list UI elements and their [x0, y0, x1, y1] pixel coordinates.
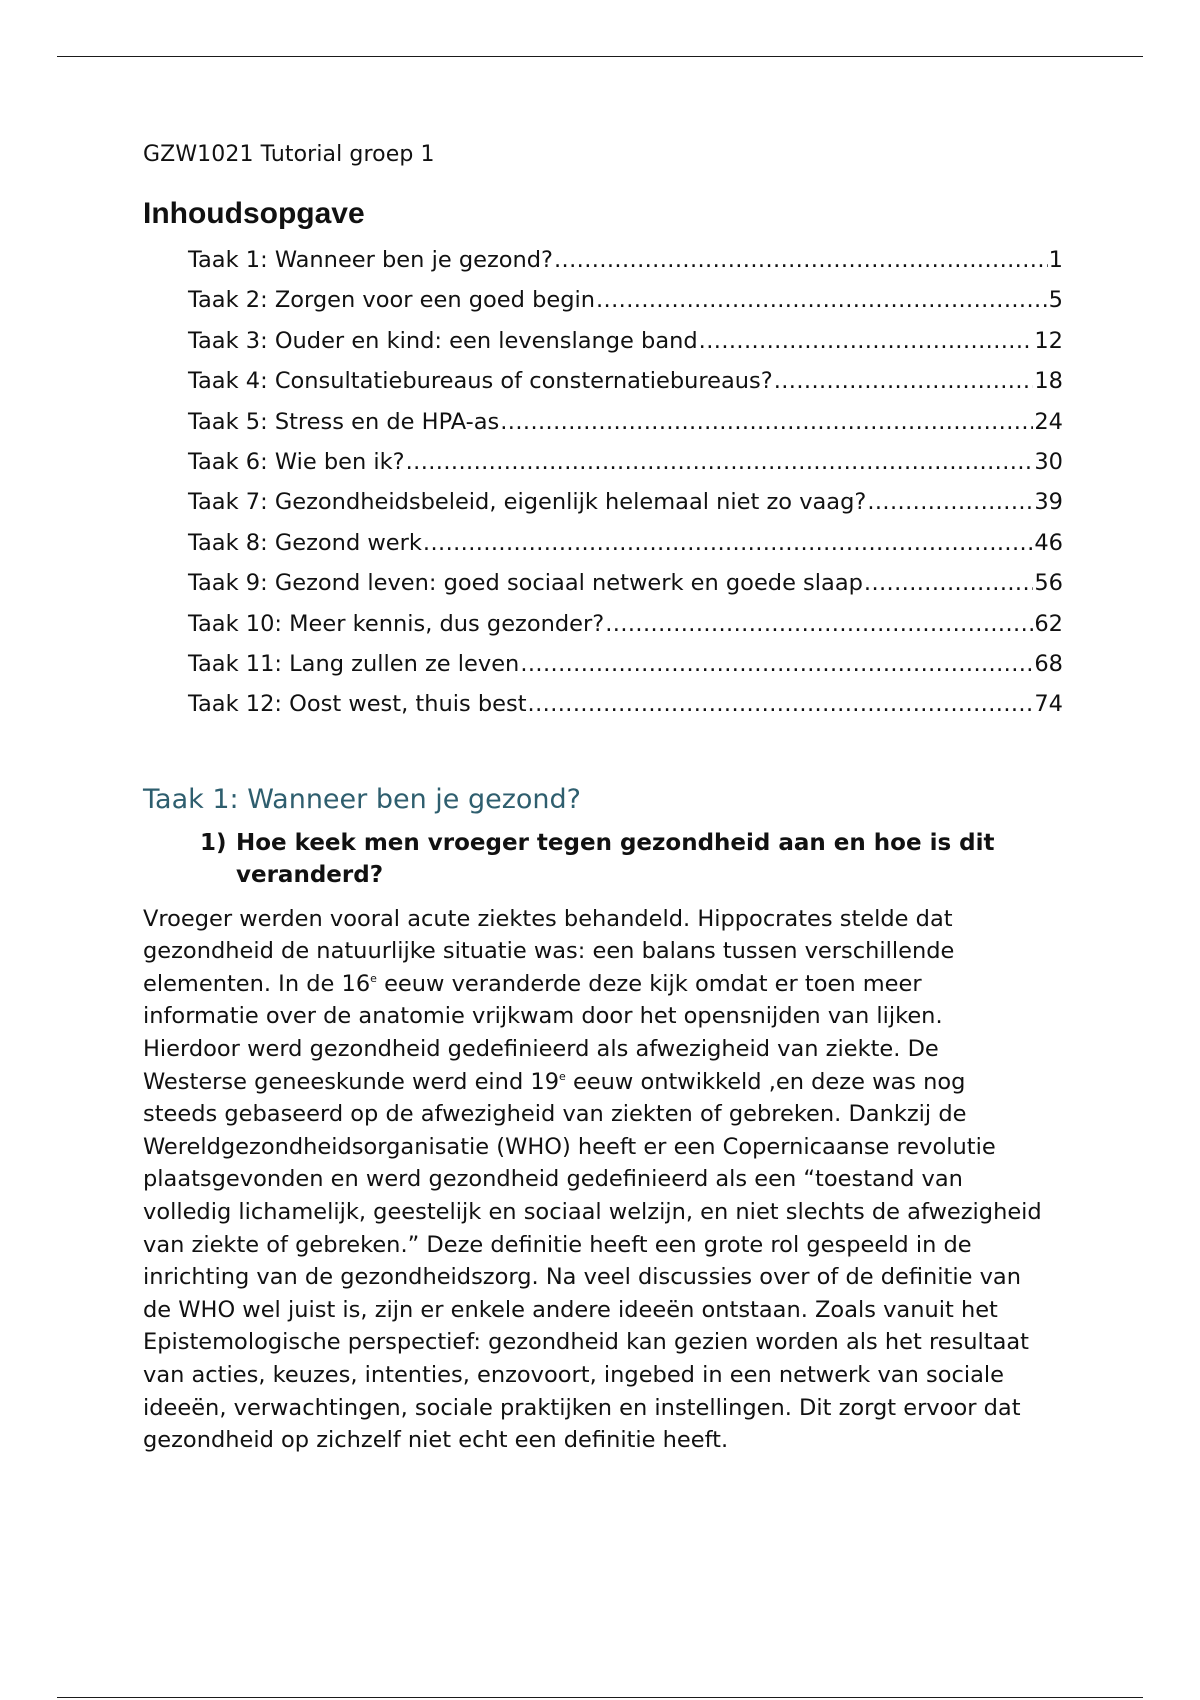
toc-entry-label[interactable]: Taak 2: Zorgen voor een goed begin — [188, 287, 595, 314]
toc-entry-page-number[interactable]: 68 — [1034, 650, 1063, 677]
toc-dot-leader — [423, 523, 1033, 563]
toc-entry[interactable] — [188, 321, 1063, 361]
toc-dot-leader — [605, 604, 1033, 644]
toc-entry-page-number[interactable]: 39 — [1034, 489, 1063, 516]
toc-entry-label[interactable]: Taak 6: Wie ben ik? — [188, 448, 405, 475]
toc-entry-page-number[interactable]: 56 — [1034, 570, 1063, 597]
toc-dot-leader — [596, 280, 1048, 320]
toc-entry-page-number[interactable]: 30 — [1034, 448, 1063, 475]
toc-entry[interactable] — [188, 563, 1063, 603]
table-of-contents — [188, 240, 1063, 725]
toc-entry-label[interactable]: Taak 1: Wanneer ben je gezond? — [188, 247, 553, 273]
top-border-line — [57, 56, 1143, 57]
toc-entry-label[interactable]: Taak 7: Gezondheidsbeleid, eigenlijk helemaal niet zo vaag? — [188, 489, 867, 516]
toc-entry-page-number[interactable]: 24 — [1034, 408, 1063, 435]
toc-entry[interactable] — [188, 442, 1063, 482]
document-header: GZW1021 Tutorial groep 1 — [143, 142, 435, 167]
toc-entry[interactable] — [188, 240, 1063, 280]
paragraph-text-1: Vroeger werden vooral acute ziektes behandeld. Hippocrates stelde dat gezondheid de natuurlijke situatie was: een balans tussen verschillende elementen. In de 16 — [143, 905, 955, 997]
toc-dot-leader — [774, 361, 1034, 401]
answer-paragraph — [143, 903, 1043, 1457]
toc-entry[interactable] — [188, 684, 1063, 724]
toc-entry[interactable] — [188, 604, 1063, 644]
toc-dot-leader — [520, 644, 1033, 684]
toc-entry-page-number[interactable]: 46 — [1034, 529, 1063, 556]
toc-entry-page-number[interactable]: 18 — [1034, 368, 1063, 395]
toc-entry[interactable] — [188, 482, 1063, 522]
section-heading[interactable]: Taak 1: Wanneer ben je gezond? — [143, 783, 581, 815]
toc-entry-page-number[interactable]: 74 — [1034, 691, 1063, 718]
toc-entry-label[interactable]: Taak 11: Lang zullen ze leven — [188, 650, 520, 677]
question-text: Hoe keek men vroeger tegen gezondheid aan en hoe is dit veranderd? — [236, 829, 995, 888]
toc-entry-label[interactable]: Taak 3: Ouder en kind: een levenslange band — [188, 327, 698, 354]
ordinal-superscript: e — [559, 1069, 566, 1083]
bottom-border-line — [57, 1697, 1143, 1698]
toc-entry-label[interactable]: Taak 5: Stress en de HPA-as — [188, 408, 500, 435]
toc-entry-label[interactable]: Taak 10: Meer kennis, dus gezonder? — [188, 610, 605, 637]
toc-dot-leader — [867, 482, 1033, 522]
toc-dot-leader — [500, 402, 1033, 442]
toc-entry-label[interactable]: Taak 12: Oost west, thuis best — [188, 691, 527, 718]
toc-dot-leader — [699, 321, 1034, 361]
toc-entry-page-number[interactable]: 1 — [1048, 247, 1063, 273]
toc-entry[interactable] — [188, 361, 1063, 401]
toc-dot-leader — [528, 684, 1034, 724]
toc-entry[interactable] — [188, 402, 1063, 442]
paragraph-text-3: eeuw ontwikkeld ,en deze was nog steeds gebaseerd op de afwezigheid van ziekten of gebreken. Dankzij de Wereldgezondheidsorganisatie (WHO) heeft er een Copernicaanse revolutie plaatsgevonden en werd gezondheid gedefinieerd als een “toestand van volledig lichamelijk, geestelijk en sociaal welzijn, en niet slechts de afwezigheid van ziekte of gebreken.” Deze definitie heeft een grote rol gespeeld in de inrichting van de gezondheidszorg. Na veel discussies over of de definitie van de WHO wel juist is, zijn er enkele andere ideeën ontstaan. Zoals vanuit het Epistemologische perspectief: gezondheid kan gezien worden als het resultaat van acties, keuzes, intenties, enzovoort, ingebed in een netwerk van sociale ideeën, verwachtingen, sociale praktijken en instellingen. Dit zorgt ervoor dat gezondheid op zichzelf niet echt een definitie heeft. — [143, 1068, 1042, 1454]
toc-entry-label[interactable]: Taak 9: Gezond leven: goed sociaal netwerk en goede slaap — [188, 570, 863, 597]
toc-dot-leader — [406, 442, 1034, 482]
question — [200, 827, 1020, 891]
question-number: 1) — [200, 829, 227, 856]
toc-entry-page-number[interactable]: 12 — [1034, 327, 1063, 354]
toc-title: Inhoudsopgave — [143, 197, 365, 230]
toc-dot-leader — [554, 240, 1048, 280]
toc-entry-page-number[interactable]: 62 — [1034, 610, 1063, 637]
toc-dot-leader — [864, 563, 1033, 603]
ordinal-superscript: e — [370, 971, 377, 985]
toc-entry[interactable] — [188, 644, 1063, 684]
page-content — [143, 140, 1063, 1457]
toc-entry-label[interactable]: Taak 4: Consultatiebureaus of consternatiebureaus? — [188, 368, 773, 395]
toc-entry[interactable] — [188, 280, 1063, 320]
toc-entry-page-number[interactable]: 5 — [1048, 287, 1063, 314]
paragraph-text-2: eeuw veranderde deze kijk omdat er toen meer informatie over de anatomie vrijkwam door het opensnijden van lijken. Hierdoor werd gezondheid gedefinieerd als afwezigheid van ziekte. De Westerse geneeskunde werd eind 19 — [143, 970, 943, 1095]
toc-entry-label[interactable]: Taak 8: Gezond werk — [188, 529, 422, 556]
toc-entry[interactable] — [188, 523, 1063, 563]
